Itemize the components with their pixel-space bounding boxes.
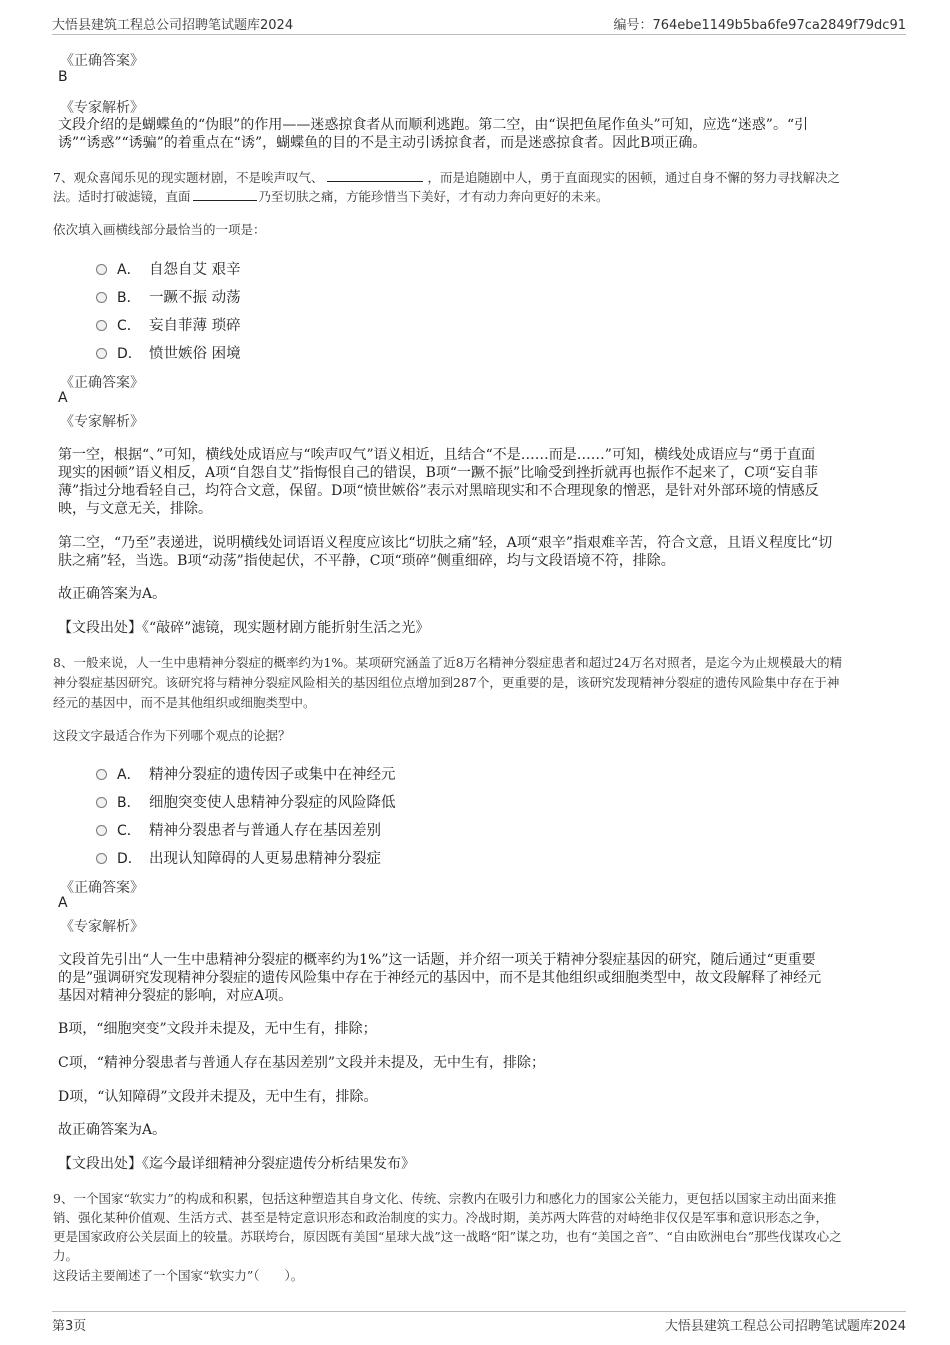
- q7-source: 【文段出处】《“敲碎”滤镜，现实题材剧方能折射生活之光》: [58, 620, 430, 636]
- option-letter: D．: [117, 851, 142, 867]
- q7-analysis-p1-line-2: 现实的困顿”语义相反，A项“自怨自艾”指悔恨自己的错误，B项“一蹶不振”比喻受到挫折就再也振作不起来了，C项“妄自菲: [58, 465, 819, 481]
- radio-icon[interactable]: [96, 348, 107, 359]
- footer-title: 大悟县建筑工程总公司招聘笔试题库2024: [664, 1319, 906, 1334]
- q9-stem-line-1: 9、一个国家“软实力”的构成和积累，包括这种塑造其自身文化、传统、宗教内在吸引力和感化力的国家公关能力，更包括以国家主动出面来推: [53, 1191, 837, 1206]
- q7-prompt: 依次填入画横线部分最恰当的一项是：: [53, 222, 266, 237]
- q8-stem-line-1: 8、一般来说，人一生中患精神分裂症的概率约为1%。某项研究涵盖了近8万名精神分裂症患者和超过24万名对照者，是迄今为止规模最大的精: [53, 655, 843, 670]
- q8-analysis-b: B项，“细胞突变”文段并未提及，无中生有，排除；: [58, 1021, 377, 1037]
- q7-stem-line-2: [53, 187, 609, 206]
- page-footer: [52, 1311, 906, 1334]
- q7-analysis-p2-line-2: 肤之痛”轻，当选。B项“动荡”指使起伏，不平静，C项“琐碎”侧重细碎，均与文段语境不符，排除。: [58, 553, 675, 569]
- q8-analysis-c: C项，“精神分裂患者与普通人存在基因差别”文段并未提及，无中生有，排除；: [58, 1055, 546, 1071]
- option-letter: D．: [117, 346, 142, 362]
- q9-stem-line-2: 销、强化某种价值观、生活方式、甚至是特定意识形态和政治制度的实力。冷战时期，美苏两大阵营的对峙绝非仅仅是军事和意识形态之争，: [53, 1210, 829, 1225]
- q7-analysis-p1-line-3: 薄”指过分地看轻自己，均符合文意，保留。D项“愤世嫉俗”表示对黑暗现实和不合理现象的憎恶，是针对外部环境的情感反: [58, 483, 819, 499]
- q6-analysis-line-1: 文段介绍的是蝴蝶鱼的“伪眼”的作用——迷惑掠食者从而顺利逃跑。第二空，由“误把鱼尾作鱼头”可知，应选“迷惑”。“引: [58, 117, 809, 133]
- radio-icon[interactable]: [96, 825, 107, 836]
- option-text: 精神分裂症的遗传因子或集中在神经元: [149, 767, 396, 783]
- q8-conclusion: 故正确答案为A。: [58, 1122, 167, 1138]
- q7-stem-text: 7、观众喜闻乐见的现实题材剧，不是唉声叹气、: [53, 170, 324, 185]
- option-text: 愤世嫉俗 困境: [149, 346, 241, 362]
- correct-answer-label: 《正确答案》: [60, 375, 144, 391]
- q8-stem-line-2: 神分裂症基因研究。该研究将与精神分裂症风险相关的基因组位点增加到287个，更重要的是，该研究发现精神分裂症的遗传风险集中存在于神: [53, 675, 840, 690]
- header-doc-code: 编号：764ebe1149b5ba6fe97ca2849f79dc91: [613, 18, 906, 33]
- q8-answer: A: [58, 895, 68, 911]
- option-text: 自怨自艾 艰辛: [149, 262, 241, 278]
- expert-analysis-label: 《专家解析》: [60, 414, 144, 430]
- q8-stem-line-3: 经元的基因中，而不是其他组织或细胞类型中。: [53, 695, 316, 710]
- q7-stem-line-1: [53, 168, 840, 187]
- q8-analysis-p1-line-3: 基因对精神分裂症的影响，对应A项。: [58, 988, 293, 1004]
- q8-analysis-p1-line-2: 的是”强调研究发现精神分裂症的遗传风险集中存在于神经元的基因中，而不是其他组织或细胞类型中，故文段解释了神经元: [58, 970, 822, 986]
- option-text: 细胞突变使人患精神分裂症的风险降低: [149, 795, 396, 811]
- radio-icon[interactable]: [96, 264, 107, 275]
- correct-answer-label: 《正确答案》: [60, 53, 144, 69]
- option-text: 精神分裂患者与普通人存在基因差别: [149, 823, 381, 839]
- option-letter: B．: [117, 795, 141, 811]
- expert-analysis-label: 《专家解析》: [60, 100, 144, 116]
- q8-analysis-d: D项，“认知障碍”文段并未提及，无中生有，排除。: [58, 1089, 378, 1105]
- fill-blank-2: [193, 188, 257, 201]
- option-letter: A．: [117, 767, 141, 783]
- q7-stem-text: 法。适时打破滤镜，直面: [53, 189, 191, 204]
- q7-conclusion: 故正确答案为A。: [58, 586, 167, 602]
- q9-stem-line-4: 力。: [53, 1248, 79, 1263]
- q9-stem-line-3: 更是国家政府公关层面上的较量。苏联垮台，原因既有美国“星球大战”这一战略“阳”谋之功，也有“美国之音”、“自由欧洲电台”那些伐谋攻心之: [53, 1229, 842, 1244]
- option-text: 一蹶不振 动荡: [149, 290, 241, 306]
- q6-analysis-line-2: 诱”“诱惑”“诱骗”的着重点在“诱”，蝴蝶鱼的目的不是主动引诱掠食者，而是迷惑掠食者。因此B项正确。: [58, 135, 707, 151]
- page-number: 第3页: [52, 1319, 87, 1334]
- expert-analysis-label: 《专家解析》: [60, 919, 144, 935]
- radio-icon[interactable]: [96, 292, 107, 303]
- radio-icon[interactable]: [96, 320, 107, 331]
- q7-option-a[interactable]: [96, 258, 241, 278]
- q7-option-b[interactable]: [96, 286, 241, 306]
- q8-analysis-p1-line-1: 文段首先引出“人一生中患精神分裂症的概率约为1%”这一话题，并介绍一项关于精神分裂症基因的研究，随后通过“更重要: [58, 952, 816, 968]
- fill-blank-1: [327, 169, 423, 182]
- q8-option-d[interactable]: [96, 847, 381, 867]
- correct-answer-label: 《正确答案》: [60, 880, 144, 896]
- option-letter: C．: [117, 823, 141, 839]
- option-text: 出现认知障碍的人更易患精神分裂症: [149, 851, 381, 867]
- radio-icon[interactable]: [96, 797, 107, 808]
- option-text: 妄自菲薄 琐碎: [149, 318, 241, 334]
- q8-source: 【文段出处】《迄今最详细精神分裂症遗传分析结果发布》: [58, 1156, 415, 1172]
- q8-option-c[interactable]: [96, 819, 381, 839]
- header-title: 大悟县建筑工程总公司招聘笔试题库2024: [52, 18, 294, 33]
- option-letter: C．: [117, 318, 141, 334]
- q8-option-b[interactable]: [96, 791, 396, 811]
- q6-answer: B: [58, 69, 68, 85]
- q9-prompt: 这段话主要阐述了一个国家“软实力”（ ）。: [53, 1268, 304, 1283]
- q7-analysis-p2-line-1: 第二空，“乃至”表递进，说明横线处词语语义程度应该比“切肤之痛”轻，A项“艰辛”指艰难辛苦，符合文意，且语义程度比“切: [58, 535, 833, 551]
- radio-icon[interactable]: [96, 853, 107, 864]
- option-letter: A．: [117, 262, 141, 278]
- q8-option-a[interactable]: [96, 763, 396, 783]
- q7-stem-text: ，而是追随剧中人，勇于直面现实的困顿，通过自身不懈的努力寻找解决之: [427, 170, 840, 185]
- option-letter: B．: [117, 290, 141, 306]
- q7-analysis-p1-line-1: 第一空，根据“、”可知，横线处成语应与“唉声叹气”语义相近，且结合“不是……而是……”可知，横线处成语应与“勇于直面: [58, 447, 816, 463]
- q8-prompt: 这段文字最适合作为下列哪个观点的论据？: [53, 728, 291, 743]
- q7-stem-text: 乃至切肤之痛，方能珍惜当下美好，才有动力奔向更好的未来。: [258, 189, 609, 204]
- page-header: [52, 12, 906, 35]
- q7-option-c[interactable]: [96, 314, 241, 334]
- q7-option-d[interactable]: [96, 342, 241, 362]
- q7-answer: A: [58, 390, 68, 406]
- q7-analysis-p1-line-4: 映，与文意无关，排除。: [58, 501, 212, 517]
- radio-icon[interactable]: [96, 769, 107, 780]
